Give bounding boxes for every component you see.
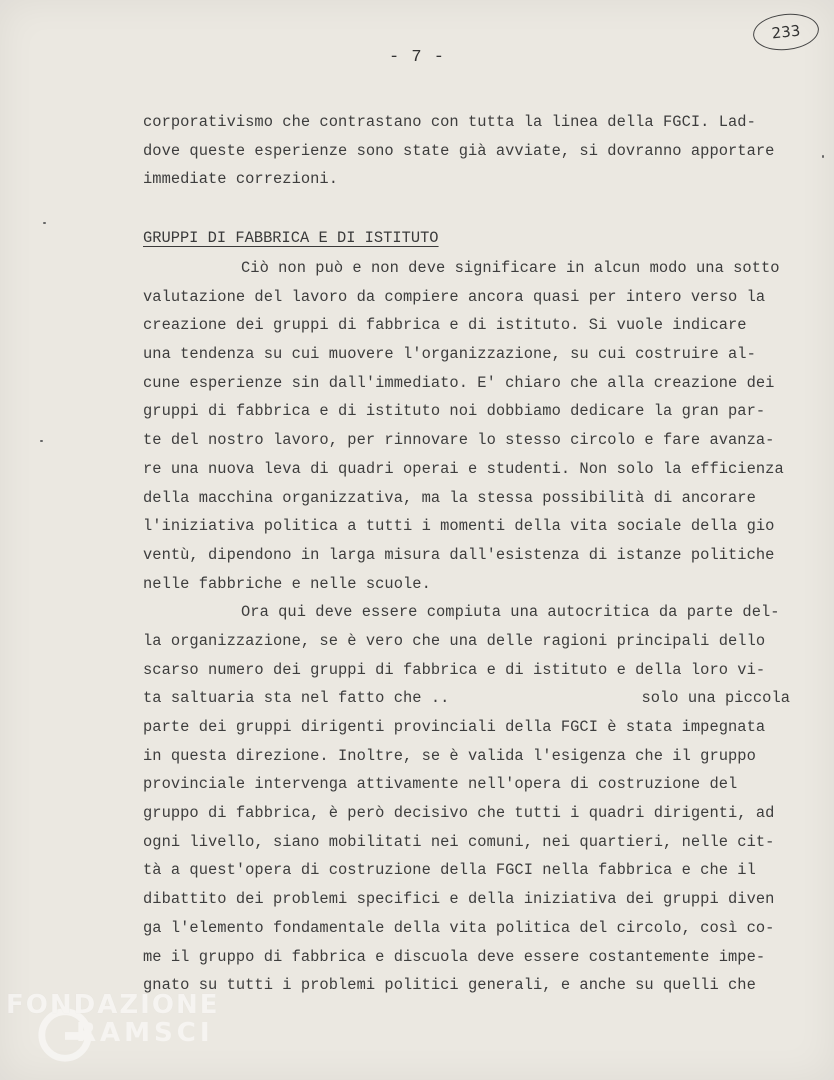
text-line: ventù, dipendono in larga misura dall'esistenza di istanze politiche [143, 545, 775, 564]
text-line: gnato su tutti i problemi politici generali, e anche su quelli che [143, 976, 756, 995]
margin-mark [43, 222, 46, 224]
text-fragment: ta saltuaria sta nel fatto che .. [143, 689, 450, 708]
text-line: te del nostro lavoro, per rinnovare lo stesso circolo e fare avanza- [143, 431, 775, 450]
text-line: nelle fabbriche e nelle scuole. [143, 574, 431, 593]
text-line: Ciò non può e non deve significare in alcun modo una sotto [241, 259, 780, 277]
text-line: dibattito dei problemi specifici e della iniziativa dei gruppi diven [143, 890, 775, 909]
text-line: provinciale intervenga attivamente nell'opera di costruzione del [143, 775, 738, 794]
section-heading: GRUPPI DI FABBRICA E DI ISTITUTO [143, 229, 439, 247]
text-line: in questa direzione. Inoltre, se è valida l'esigenza che il gruppo [143, 746, 756, 765]
margin-mark [40, 440, 43, 442]
watermark-line-1: FONDAZIONE [6, 990, 220, 1020]
text-line: corporativismo che contrastano con tutta la linea della FGCI. Lad- [143, 113, 756, 131]
archive-page-stamp [751, 11, 820, 54]
text-fragment: solo una piccola [641, 689, 791, 708]
margin-mark [822, 155, 824, 158]
text-line: Ora qui deve essere compiuta una autocritica da parte del- [241, 603, 780, 622]
text-line: della macchina organizzativa, ma la stessa possibilità di ancorare [143, 488, 756, 507]
text-line: parte dei gruppi dirigenti provinciali della FGCI è stata impegnata [143, 718, 766, 736]
page-number: - 7 - [388, 48, 445, 67]
text-line: scarso numero dei gruppi di fabbrica e di istituto e della loro vi- [143, 660, 766, 679]
archive-watermark [6, 990, 220, 1080]
text-line: tà a quest'opera di costruzione della FGCI nella fabbrica e che il [143, 861, 756, 880]
section-body [143, 254, 815, 1000]
text-line: cune esperienze sin dall'immediato. E' chiaro che alla creazione dei [143, 373, 775, 392]
archive-stamp-number: 233 [770, 21, 802, 43]
text-line: la organizzazione, se è vero che una delle ragioni principali dello [143, 631, 766, 650]
text-line: una tendenza su cui muovere l'organizzazione, su cui costruire al- [143, 345, 756, 364]
text-line: valutazione del lavoro da compiere ancora quasi per intero verso la [143, 287, 766, 306]
text-line-with-gap [143, 684, 815, 713]
watermark-line-2: RAMSCI [76, 1018, 214, 1048]
text-line: gruppi di fabbrica e di istituto noi dobbiamo dedicare la gran par- [143, 402, 766, 421]
text-line: gruppo di fabbrica, è però decisivo che tutti i quadri dirigenti, ad [143, 804, 775, 823]
text-line: ga l'elemento fondamentale della vita politica del circolo, così co- [143, 918, 775, 937]
text-line: re una nuova leva di quadri operai e studenti. Non solo la efficienza [143, 459, 784, 478]
text-line: dove queste esperienze sono state già avviate, si dovranno apportare [143, 141, 775, 160]
text-line: ogni livello, siano mobilitati nei comuni, nei quartieri, nelle cit- [143, 832, 775, 851]
intro-paragraph [143, 108, 815, 194]
text-line: creazione dei gruppi di fabbrica e di istituto. Si vuole indicare [143, 316, 747, 335]
text-line: me il gruppo di fabbrica e discuola deve essere costantemente impe- [143, 947, 766, 966]
text-line: immediate correzioni. [143, 170, 339, 189]
text-line: l'iniziativa politica a tutti i momenti della vita sociale della gio [143, 517, 775, 536]
